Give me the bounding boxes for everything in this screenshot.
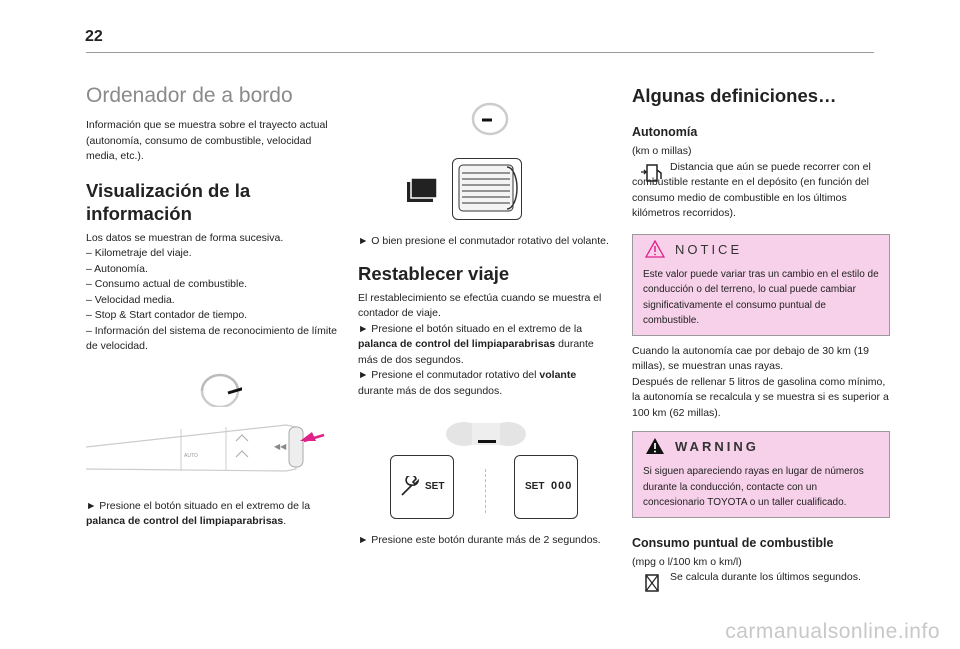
notice-label: NOTICE: [675, 241, 743, 257]
rotary-instruction: ► O bien presione el conmutador rotativo del volante.: [358, 235, 609, 247]
notice-header: [633, 235, 889, 263]
set-label: SET: [425, 481, 445, 492]
warning-label: WARNING: [675, 439, 759, 454]
autonomia-refill-text: Después de rellenar 5 litros de gasolina como mínimo, la autonomía se recalcula y se muestra si es superior a 100 km (62 millas).: [632, 375, 889, 419]
warning-text: Si siguen apareciendo rayas en lugar de números durante la conducción, contacte con un concesionario TOYOTA o un taller cualificado.: [633, 460, 889, 517]
reset-step-1: ► Presione el botón situado en el extremo de la palanca de control del limpiaparabrisas durante más de dos segundos.: [358, 322, 594, 366]
info-list: [86, 246, 340, 355]
notice-text: Este valor puede variar tras un cambio en el estilo de conducción o del terreno, lo cual puede cambiar significativamente el consumo puntual de combustible.: [633, 263, 889, 335]
rotary-switch-icon: [452, 158, 522, 220]
display-screens-icon: [406, 176, 442, 206]
page-number: 22: [85, 28, 103, 45]
svg-text:◀◀: ◀◀: [274, 441, 287, 451]
notice-box: [632, 234, 890, 336]
consumo-units: (mpg o l/100 km o km/l): [632, 555, 742, 568]
final-instruction: ► Presione este botón durante más de 2 segundos.: [358, 534, 601, 546]
list-item: – Stop & Start contador de tiempo.: [86, 309, 248, 321]
list-item: – Información del sistema de reconocimiento de límite de velocidad.: [86, 324, 337, 352]
warning-triangle-icon: [645, 240, 665, 258]
consumo-definition: Se calcula durante los últimos segundos.: [632, 570, 890, 586]
section-heading-visualizacion: Visualización de la información: [86, 179, 251, 224]
autonomia-definition: Distancia que aún se puede recorrer con el combustible restante en el depósito (en función del consumo medio de combustible en los últimos kilómetros recorridos).: [632, 160, 871, 219]
watermark: carmanualsonline.info: [725, 620, 940, 643]
list-item: – Kilometraje del viaje.: [86, 247, 192, 259]
list-item: – Consumo actual de combustible.: [86, 278, 248, 290]
instrument-cluster-icon: [444, 419, 528, 449]
steering-wheel-icon: [470, 102, 510, 136]
dashed-separator: [485, 469, 486, 513]
column-1: [86, 80, 340, 530]
set-keys-figure: [358, 399, 613, 529]
reset-intro: El restablecimiento se efectúa cuando se muestra el contador de viaje.: [358, 291, 602, 319]
autonomia-heading: Autonomía: [632, 125, 698, 139]
fuel-range-icon: [640, 162, 664, 184]
instruction-stalk: ► Presione el botón situado en el extremo de la palanca de control del limpiaparabrisas.: [86, 499, 311, 527]
warning-triangle-icon: [645, 437, 665, 455]
section-intro: Los datos se muestran de forma sucesiva.: [86, 231, 284, 244]
list-item: – Velocidad media.: [86, 293, 175, 306]
stalk-auto-label: AUTO: [184, 452, 198, 459]
column-3: [632, 80, 890, 586]
wiper-stalk-icon: [86, 407, 336, 487]
section-heading-definiciones: Algunas definiciones…: [632, 85, 837, 106]
intro-text: Información que se muestra sobre el trayecto actual (autonomía, consumo de combustible, velocidad media, etc.).: [86, 119, 328, 162]
warning-header: [633, 432, 889, 460]
page-title: Ordenador de a bordo: [86, 84, 293, 107]
consumo-heading: Consumo puntual de combustible: [632, 535, 834, 550]
autonomia-units: (km o millas): [632, 145, 692, 157]
warning-box: [632, 431, 890, 518]
wrench-icon: [399, 476, 421, 498]
steering-wheel-icon: [198, 371, 242, 407]
set-label: SET: [525, 481, 545, 492]
set-value-key[interactable]: [514, 455, 578, 519]
wiper-stalk-figure: [86, 361, 340, 491]
column-2: [358, 80, 613, 549]
list-item: – Autonomía.: [86, 262, 148, 275]
set-wrench-key[interactable]: [390, 455, 454, 519]
top-rule: [86, 52, 874, 53]
section-heading-restablecer: Restablecer viaje: [358, 262, 510, 284]
reset-step-2: ► Presione el conmutador rotativo del volante durante más de dos segundos.: [358, 369, 577, 397]
fuel-consumption-icon: [642, 572, 662, 594]
autonomia-dashes-text: Cuando la autonomía cae por debajo de 30 km (19 millas), se muestran unas rayas.: [632, 344, 869, 372]
rotary-figure: [358, 80, 613, 230]
set-value: 000: [551, 480, 573, 492]
